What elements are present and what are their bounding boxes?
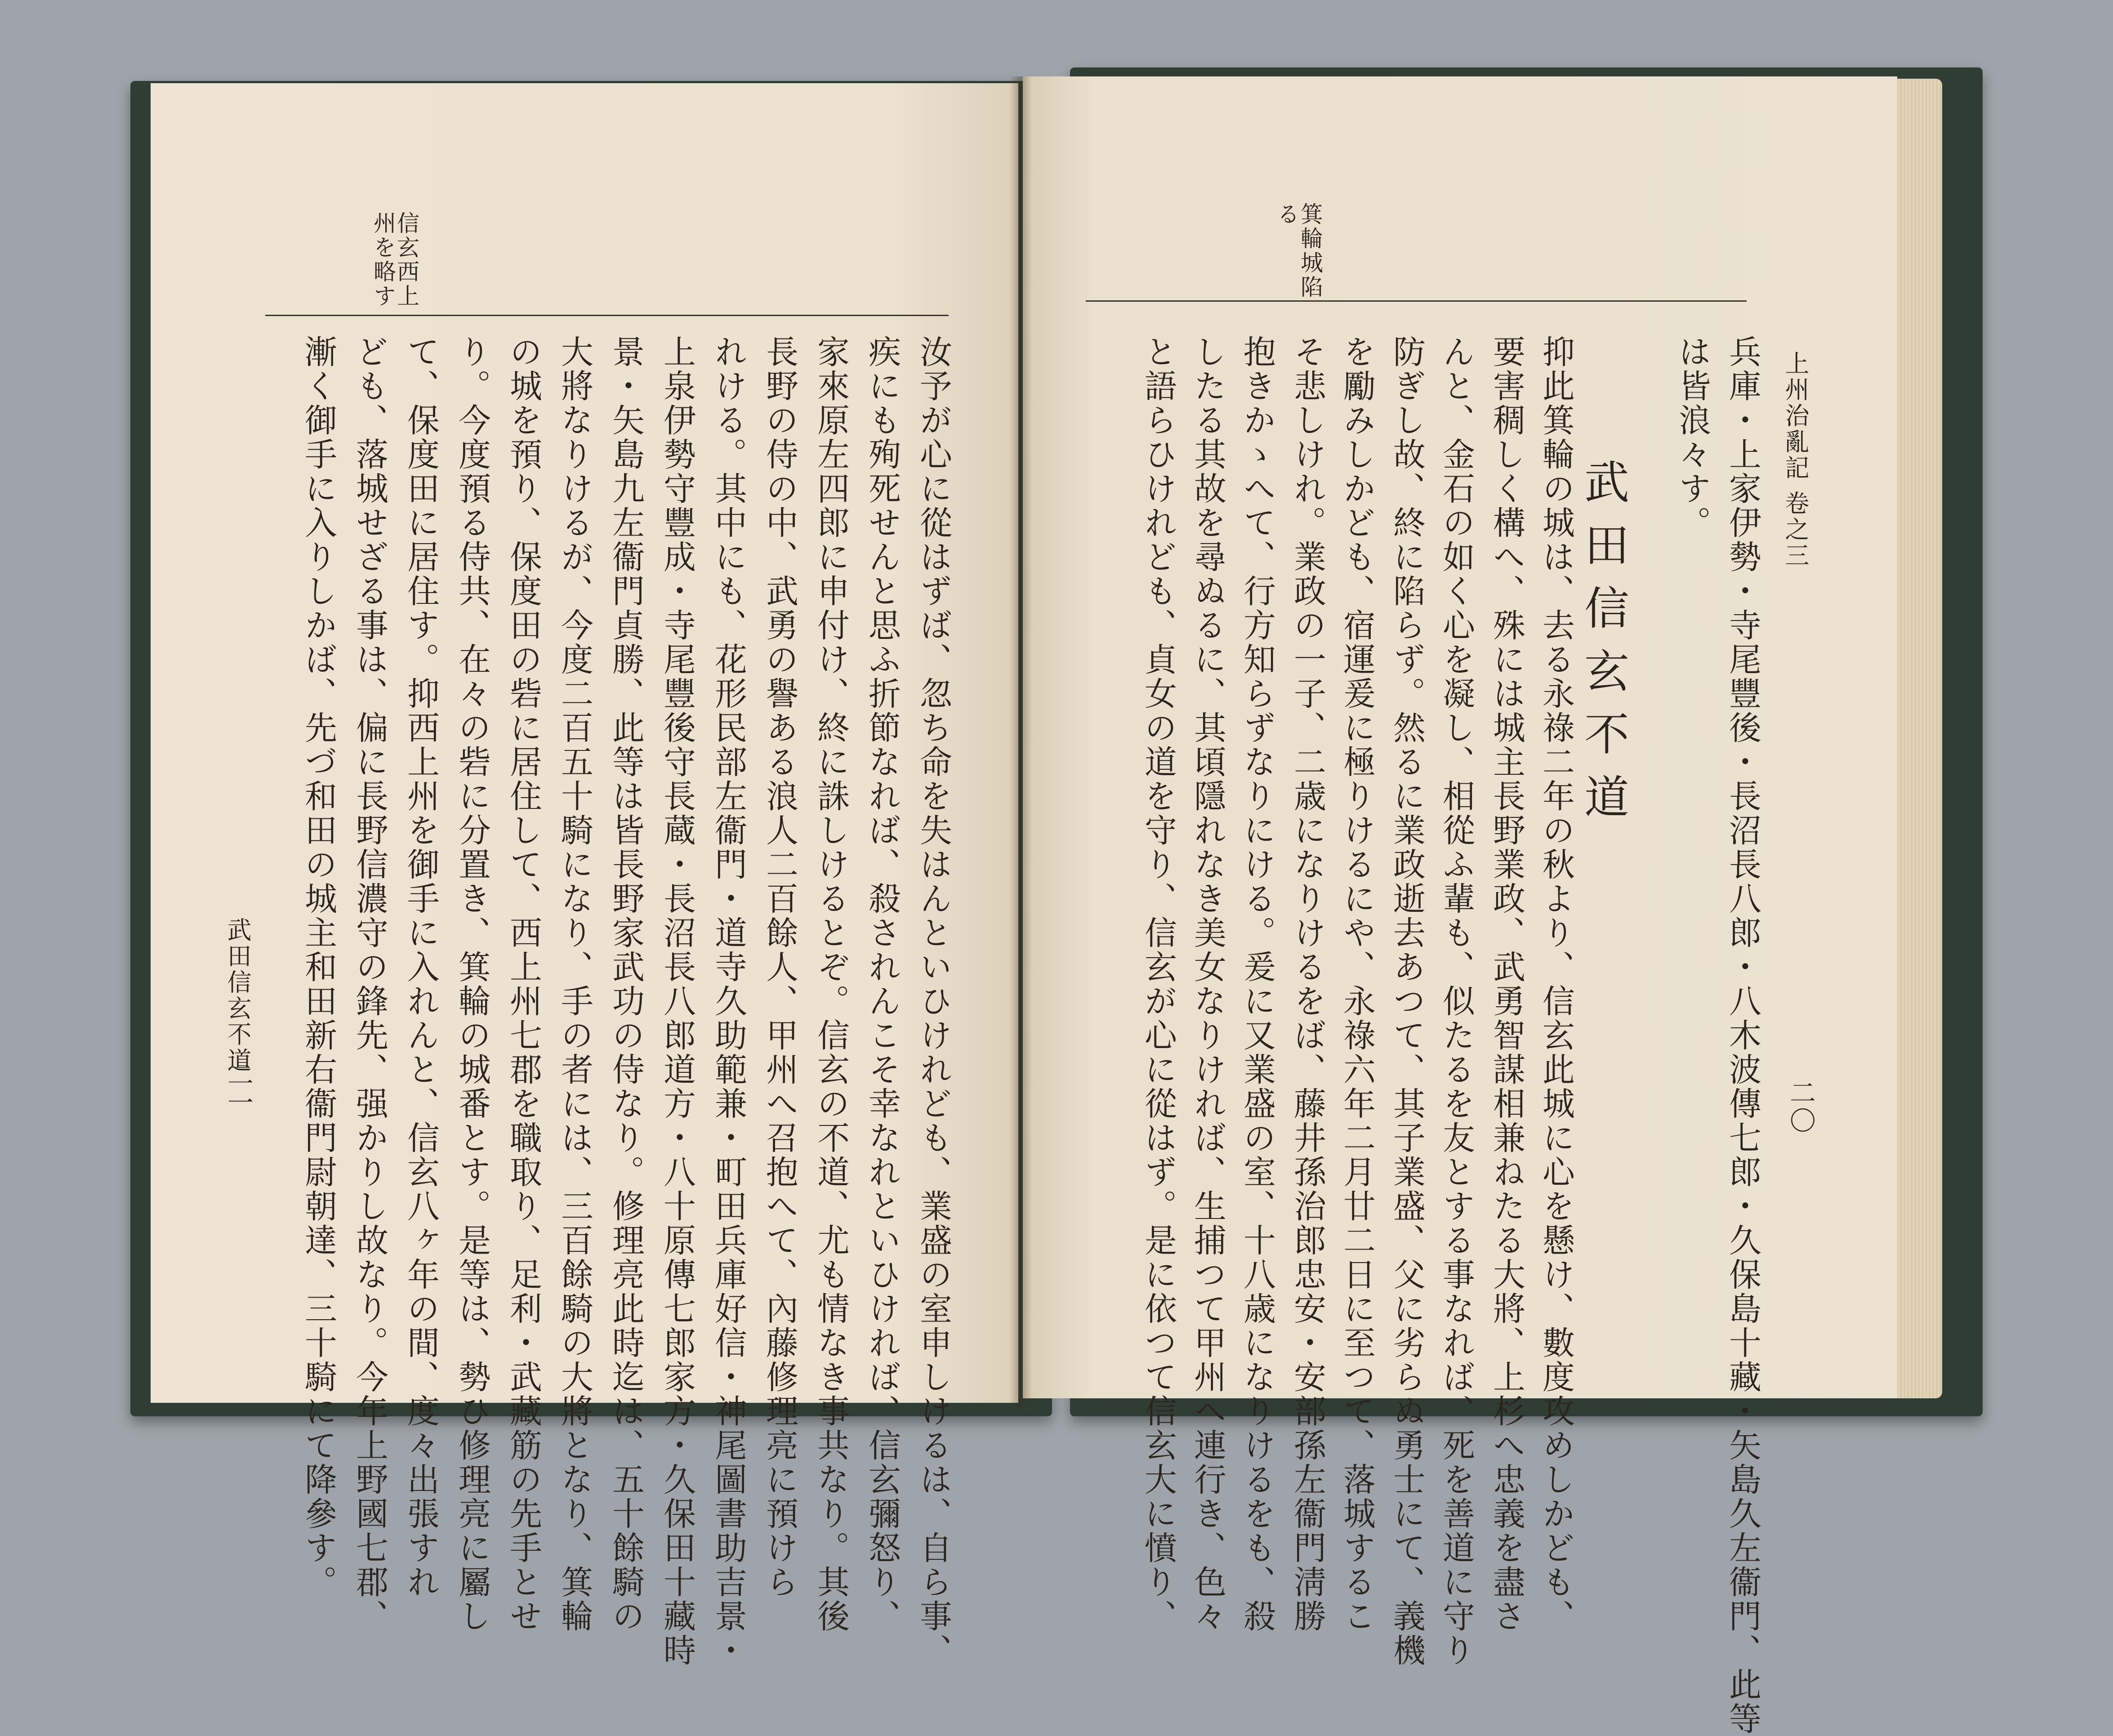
- right-body-column: 兵庫・上家伊勢・寺尾豐後・長沼長八郎・八木波傳七郎・久保島十藏・矢島久左衞門、此等: [1724, 335, 1761, 1736]
- left-header-rule: [265, 315, 949, 316]
- right-header-rule: [1086, 300, 1747, 302]
- left-body-column: 景・矢島九左衞門貞勝、此等は皆長野家武功の侍なり。修理亮此時迄は、五十餘騎の: [607, 335, 645, 1633]
- left-margin-note: 信玄西上州を略す: [370, 211, 419, 308]
- left-body-column: て、保度田に居住す。抑西上州を御手に入れんと、信玄八ヶ年の間、度々出張すれ: [402, 335, 440, 1599]
- right-body-column: 防ぎし故、終に陷らず。然るに業政逝去あつて、其子業盛、父に劣らぬ勇士にて、義機: [1388, 335, 1426, 1668]
- right-body-column: と語らひけれども、貞女の道を守り、信玄が心に從はず。是に依つて信玄大に憤り、: [1139, 335, 1177, 1633]
- left-body-column: ども、落城せざる事は、偏に長野信濃守の鋒先、强かりし故なり。今年上野國七郡、: [351, 335, 388, 1633]
- left-body-column: 漸く御手に入りしかば、先づ和田の城主和田新右衞門尉朝達、三十騎にて降參す。: [299, 335, 337, 1599]
- right-body-column: そ悲しけれ。業政の一子、二歳になりけるをば、藤井孫治郎忠安・安部孫左衞門淸勝: [1288, 335, 1326, 1633]
- left-body-column: 家來原左四郎に申付け、終に誅しけるとぞ。信玄の不道、尤も情なき事共なり。其後: [812, 335, 850, 1633]
- left-body-column: 疾にも殉死せんと思ふ折節なれば、殺されんこそ幸なれといひければ、信玄彌怒り、: [863, 335, 901, 1633]
- right-body-column: んと、金石の如く心を凝し、相從ふ輩も、似たるを友とする事なれば、死を善道に守り: [1437, 335, 1475, 1668]
- right-body-column: 抑此箕輪の城は、去る永祿二年の秋より、信玄此城に心を懸け、數度攻めしかども、: [1537, 335, 1575, 1633]
- right-body-column: 抱きかゝへて、行方知らずなりにける。爰に又業盛の室、十八歳になりけるをも、殺: [1238, 335, 1276, 1633]
- left-body-column: り。今度預る侍共、在々の砦に分置き、箕輪の城番とす。是等は、勢ひ修理亮に屬し: [453, 335, 491, 1633]
- right-running-head: 上州治亂記 卷之三: [1781, 351, 1810, 569]
- left-body-column: の城を預り、保度田の砦に居住して、西上州七郡を職取り、足利・武藏筋の先手とせ: [504, 335, 542, 1633]
- section-title: 武田信玄不道: [1577, 459, 1629, 836]
- right-body-column: を勵みしかども、宿運爰に極りけるにや、永祿六年二月廿二日に至つて、落城するこ: [1338, 335, 1376, 1633]
- left-running-head: 武田信玄不道: [223, 917, 252, 1074]
- left-body-column: 上泉伊勢守豐成・寺尾豐後守長蔵・長沼長八郎道方・八十原傳七郎家方・久保田十藏時: [658, 335, 696, 1668]
- right-page-number: 二〇: [1785, 1079, 1816, 1135]
- right-body-column: 要害稠しく構へ、殊には城主長野業政、武勇智謀相兼ねたる大將、上杉へ忠義を盡さ: [1488, 335, 1525, 1633]
- left-body-column: 大將なりけるが、今度二百五十騎になり、手の者には、三百餘騎の大將となり、箕輪: [556, 335, 593, 1633]
- book-gutter: [1009, 76, 1032, 1407]
- left-body-column: 長野の侍の中、武勇の譽ある浪人二百餘人、甲州へ召抱へて、內藤修理亮に預けら: [761, 335, 798, 1599]
- left-body-column: 汝予が心に從はずば、忽ち命を失はんといひけれども、業盛の室申しけるは、自ら事、: [914, 335, 952, 1668]
- right-body-column: は皆浪々す。: [1673, 335, 1711, 540]
- left-body-column: れける。其中にも、花形民部左衞門・道寺久助範兼・町田兵庫好信・神尾圖書助吉景・: [709, 335, 747, 1668]
- right-margin-note: 箕輪城陷る: [1274, 202, 1323, 299]
- left-page-number: 二一: [223, 1061, 254, 1117]
- right-body-column: したる其故を尋ぬるに、其頃隱れなき美女なりければ、生捕つて甲州へ連行き、色々: [1189, 335, 1226, 1633]
